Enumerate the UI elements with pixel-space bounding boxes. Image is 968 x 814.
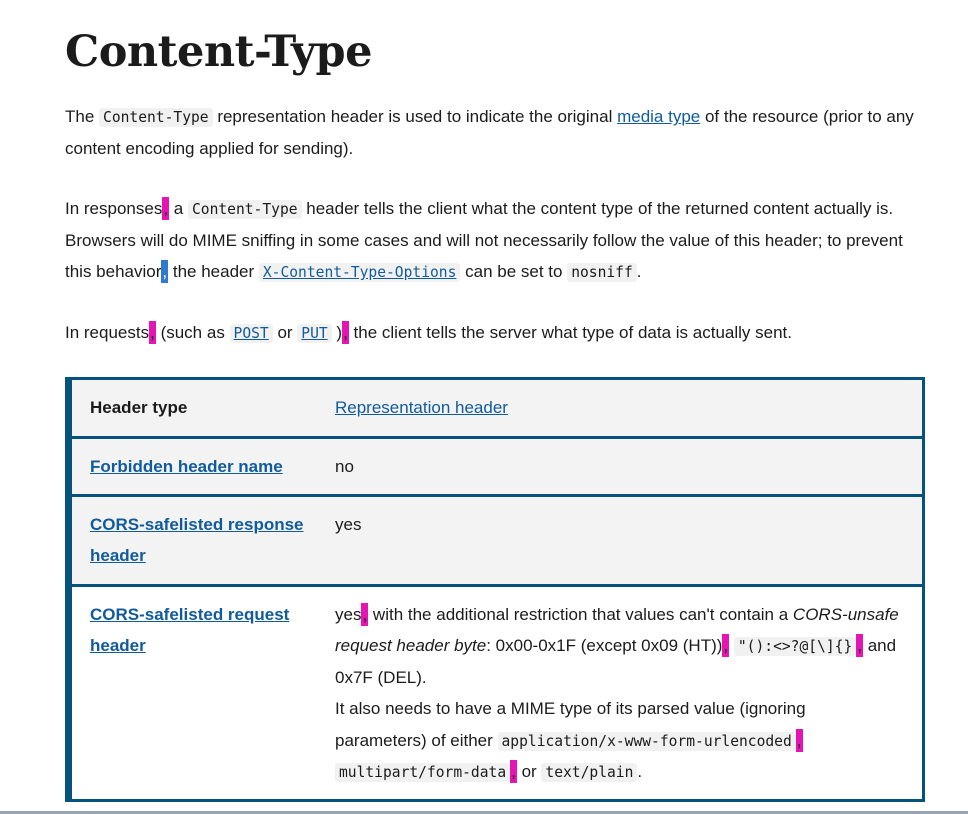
find-highlight: , <box>362 604 368 624</box>
row-value-cell: no <box>335 456 354 476</box>
inline-code: Content-Type <box>188 200 302 219</box>
find-highlight: , <box>857 636 862 656</box>
row-value-cell: yes, with the additional restriction that values can't contain a CORS-unsafe request header byte: 0x00-0x1F (except 0x09 (HT)), "():<>?@[\]{} , and 0x7F (DEL). It also needs to have a MIME type of its parsed value (ignoring parameters) of either application/x-www-form-urlencoded , multipart/form-data , or text/plain . <box>335 604 899 781</box>
paragraph: In requests, (such as POST or PUT ), the client tells the server what type of data is actually sent. <box>65 322 792 342</box>
row-header-cell <box>69 437 321 495</box>
text-link[interactable]: media type <box>617 107 701 127</box>
table-row <box>69 379 924 437</box>
row-header-cell <box>69 495 321 585</box>
code-link[interactable] <box>297 323 331 342</box>
find-highlight: , <box>343 322 348 342</box>
code-link[interactable] <box>230 323 273 342</box>
find-highlight: , <box>796 730 802 750</box>
inline-code: multipart/form-data <box>335 763 510 782</box>
find-highlight: , <box>723 636 729 656</box>
paragraph: In responses, a Content-Type header tells the client what the content type of the returned content actually is. Browsers will do MIME sniffing in some cases and will not necessarily follow the value of this header; to prevent this behavior, the header X-Content-Type-Options can be set to nosniff . <box>65 199 903 282</box>
row-header-link[interactable]: CORS-safelisted request header <box>90 604 290 656</box>
row-value-cell: yes <box>335 514 362 534</box>
find-highlight-active: , <box>162 262 168 282</box>
inline-code: Content-Type <box>99 108 213 127</box>
table-row <box>69 585 924 801</box>
row-header-link[interactable]: Forbidden header name <box>90 456 283 476</box>
table-row <box>69 437 924 495</box>
inline-code: POST <box>230 324 273 343</box>
row-header-cell <box>69 379 321 437</box>
table-row <box>69 495 924 585</box>
row-header-link[interactable]: CORS-safelisted response header <box>90 514 304 566</box>
intro-paragraphs <box>65 101 925 348</box>
row-header-label: Header type <box>90 398 188 418</box>
row-header-cell <box>69 585 321 801</box>
inline-code: "():<>?@[\]{} <box>734 637 856 656</box>
find-highlight: , <box>150 322 155 342</box>
page-title: Content-Type <box>65 27 372 77</box>
inline-code: PUT <box>297 324 331 343</box>
inline-code: X-Content-Type-Options <box>259 263 461 282</box>
paragraph: The Content-Type representation header is used to indicate the original media type of the resource (prior to any content encoding applied for sending). <box>65 107 914 158</box>
header-properties-table <box>65 377 925 802</box>
properties-table-body <box>69 379 924 801</box>
inline-code: text/plain <box>541 763 637 782</box>
inline-code: nosniff <box>567 263 637 282</box>
text-link[interactable]: Representation header <box>335 398 508 418</box>
emphasized-text: CORS-unsafe request header byte <box>335 604 899 656</box>
code-link[interactable] <box>259 262 461 281</box>
find-highlight: , <box>511 762 516 781</box>
find-highlight: , <box>163 199 169 219</box>
row-value-cell <box>320 379 924 437</box>
inline-code: application/x-www-form-urlencoded <box>498 732 796 751</box>
